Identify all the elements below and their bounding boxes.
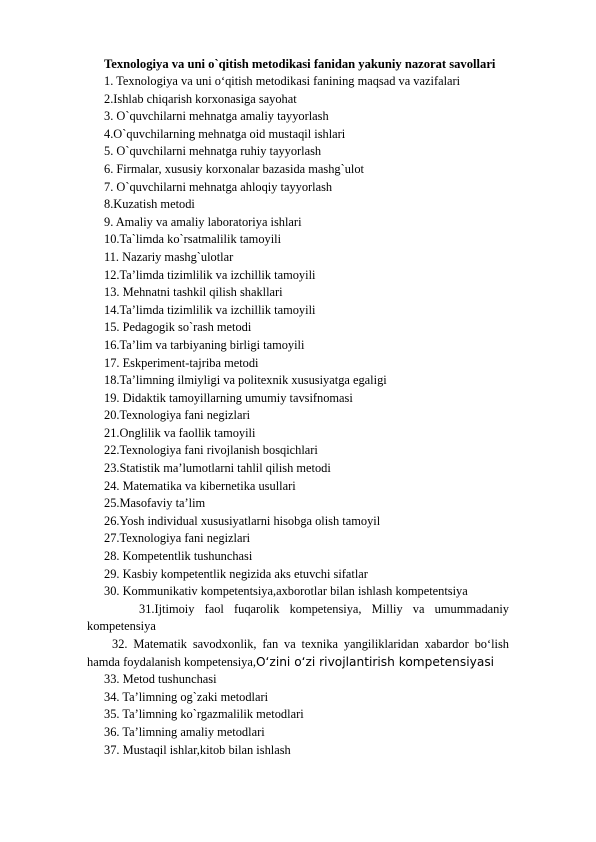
question-list (0, 73, 596, 759)
list-item: 24. Matematika va kibernetika usullari (104, 478, 296, 493)
list-item: 23.Statistik ma’lumotlarni tahlil qilish metodi (104, 461, 331, 476)
list-item: 28. Kompetentlik tushunchasi (104, 549, 253, 564)
list-item: 11. Nazariy mashg`ulotlar (104, 249, 234, 264)
list-item: 20.Texnologiya fani negizlari (104, 408, 251, 423)
list-item: 29. Kasbiy kompetentlik negizida aks etuvchi sifatlar (104, 566, 368, 581)
list-item: 17. Eskperiment-tajriba metodi (104, 355, 259, 370)
list-item: 7. O`quvchilarni mehnatga ahloqiy tayyorlash (104, 179, 333, 194)
list-item: 10.Ta`limda ko`rsatmalilik tamoyili (104, 232, 282, 247)
list-item: 27.Texnologiya fani negizlari (104, 531, 251, 546)
list-item: 12.Ta’limda tizimlilik va izchillik tamoyili (104, 267, 316, 282)
list-item-text-sans: O‘zini o‘zi rivojlantirish kompetensiyasi (255, 654, 495, 669)
list-item-text: 32. Matematik savodxonlik, fan va texnika yangiliklaridan xabardor bo‘lish hamda foydalanish kompetensiya, (87, 637, 509, 669)
list-item: 4.O`quvchilarning mehnatga oid mustaqil ishlari (104, 126, 346, 141)
list-item: 26.Yosh individual xususiyatlarni hisobga olish tamoyil (104, 513, 381, 528)
list-item: 2.Ishlab chiqarish korxonasiga sayohat (104, 91, 297, 106)
list-item: 6. Firmalar, xususiy korxonalar bazasida mashg`ulot (104, 161, 364, 176)
list-item: 36. Ta’limning amaliy metodlari (104, 724, 265, 739)
list-item: 8.Kuzatish metodi (104, 197, 195, 212)
document-title: Texnologiya va uni o`qitish metodikasi fanidan yakuniy nazorat savollari (104, 57, 496, 71)
list-item: 18.Ta’limning ilmiyligi va politexnik xususiyatga egaligi (104, 373, 387, 388)
list-item: 22.Texnologiya fani rivojlanish bosqichlari (104, 443, 318, 458)
list-item: 19. Didaktik tamoyillarning umumiy tavsifnomasi (104, 390, 353, 405)
list-item: 31.Ijtimoiy faol fuqarolik kompetensiya, Milliy va umummadaniy kompetensiya (87, 601, 509, 634)
list-item: 33. Metod tushunchasi (104, 672, 217, 687)
list-item: 35. Ta’limning ko`rgazmalilik metodlari (104, 707, 304, 722)
list-item: 5. O`quvchilarni mehnatga ruhiy tayyorlash (104, 144, 322, 159)
list-item: 30. Kommunikativ kompetentsiya,axborotlar bilan ishlash kompetentsiya (104, 584, 468, 599)
list-item: 25.Masofaviy ta’lim (104, 496, 206, 511)
list-item: 16.Ta’lim va tarbiyaning birligi tamoyili (104, 337, 305, 352)
list-item: 13. Mehnatni tashkil qilish shakllari (104, 285, 283, 300)
list-item: 3. O`quvchilarni mehnatga amaliy tayyorlash (104, 109, 329, 124)
list-item: 15. Pedagogik so`rash metodi (104, 320, 252, 335)
list-item: 14.Ta’limda tizimlilik va izchillik tamoyili (104, 302, 316, 317)
list-item: 37. Mustaqil ishlar,kitob bilan ishlash (104, 742, 291, 757)
list-item: 21.Onglilik va faollik tamoyili (104, 425, 256, 440)
list-item: 34. Ta’limning og`zaki metodlari (104, 689, 269, 704)
list-item: 9. Amaliy va amaliy laboratoriya ishlari (104, 214, 302, 229)
list-item: 1. Texnologiya va uni o‘qitish metodikasi fanining maqsad va vazifalari (104, 74, 461, 88)
list-item (87, 636, 509, 671)
